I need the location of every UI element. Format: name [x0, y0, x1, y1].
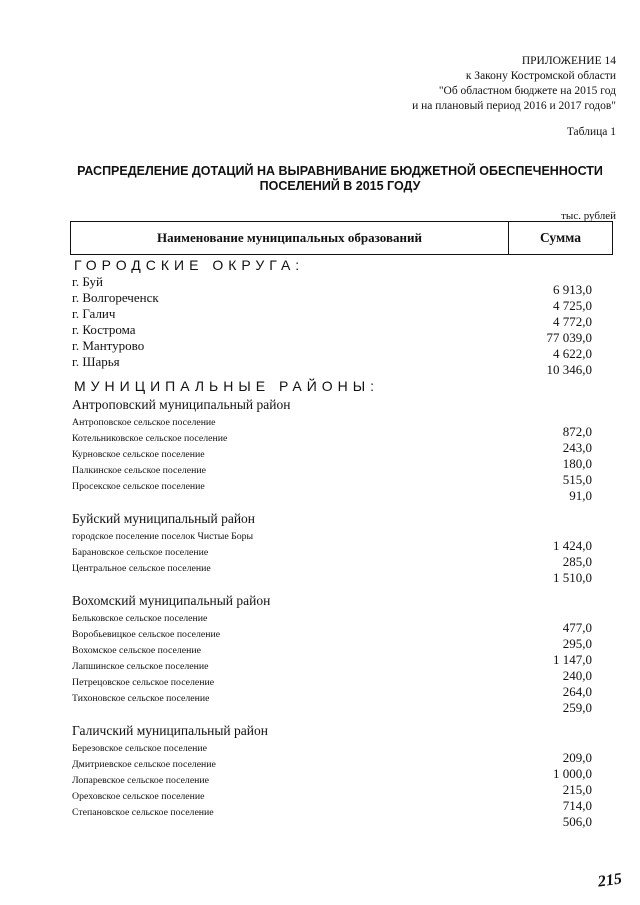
city-name: г. Мантурово [72, 338, 145, 353]
table-header [70, 221, 613, 255]
settlement-value: 215,0 [562, 782, 592, 797]
settlement-name: Бельковское сельское поселение [72, 613, 208, 624]
city-name: г. Буй [72, 274, 103, 289]
settlement-value: 264,0 [562, 684, 592, 699]
district-heading: Галичский муниципальный район [72, 723, 268, 738]
settlement-value: 515,0 [562, 472, 592, 487]
settlement-value: 240,0 [562, 668, 592, 683]
city-name: г. Волгореченск [72, 290, 159, 305]
settlement-row [72, 479, 592, 503]
city-value: 4 725,0 [553, 298, 592, 313]
settlement-name: Центральное сельское поселение [72, 563, 211, 574]
settlement-name: Лопаревское сельское поселение [72, 775, 210, 786]
settlement-name: Степановское сельское поселение [72, 807, 214, 818]
settlement-name: Вохомское сельское поселение [72, 645, 201, 656]
settlement-value: 91,0 [569, 488, 592, 503]
city-row [72, 274, 592, 297]
settlement-name: Лапшинское сельское поселение [72, 661, 209, 672]
city-value: 77 039,0 [546, 330, 592, 345]
settlement-name: Березовское сельское поселение [72, 743, 207, 754]
settlement-value: 295,0 [562, 636, 592, 651]
city-row [72, 290, 592, 313]
city-name: г. Кострома [72, 322, 136, 337]
table-body [72, 257, 592, 829]
settlement-name: городское поселение поселок Чистые Боры [72, 531, 254, 542]
settlement-value: 209,0 [562, 750, 592, 765]
settlement-name: Просекское сельское поселение [72, 481, 205, 492]
settlement-value: 1 000,0 [553, 766, 592, 781]
settlement-value: 259,0 [562, 700, 592, 715]
appendix-block [412, 54, 616, 114]
city-value: 4 622,0 [553, 346, 592, 361]
unit-label: тыс. рублей [561, 210, 616, 222]
title-line-2: ПОСЕЛЕНИЙ В 2015 ГОДУ [259, 179, 421, 193]
settlement-value: 872,0 [562, 424, 592, 439]
city-name: г. Шарья [72, 354, 120, 369]
district-heading: Буйский муниципальный район [72, 511, 256, 526]
header-name: Наименование муниципальных образований [71, 222, 509, 254]
city-value: 10 346,0 [546, 362, 592, 377]
settlement-name: Ореховское сельское поселение [72, 791, 205, 802]
city-row [72, 354, 592, 378]
city-value: 6 913,0 [553, 282, 592, 297]
header-sum: Сумма [539, 230, 582, 245]
settlement-row [72, 561, 592, 585]
city-row [72, 306, 592, 329]
appendix-period: и на плановый период 2016 и 2017 годов" [412, 100, 616, 112]
table-label: Таблица 1 [566, 126, 616, 138]
settlement-name: Дмитриевское сельское поселение [72, 759, 216, 770]
settlement-value: 1 147,0 [553, 652, 592, 667]
settlement-row [72, 691, 592, 715]
appendix-law: к Закону Костромской области [465, 70, 616, 82]
document-title [60, 164, 620, 194]
district-heading: Вохомский муниципальный район [72, 593, 271, 608]
settlement-value: 180,0 [562, 456, 592, 471]
city-name: г. Галич [72, 306, 116, 321]
settlement-value: 243,0 [562, 440, 592, 455]
title-line-1: РАСПРЕДЕЛЕНИЕ ДОТАЦИЙ НА ВЫРАВНИВАНИЕ БЮДЖЕТНОЙ ОБЕСПЕЧЕННОСТИ [77, 164, 603, 178]
settlement-value: 285,0 [562, 554, 592, 569]
appendix-title: ПРИЛОЖЕНИЕ 14 [521, 55, 616, 67]
city-row [72, 338, 592, 361]
district-heading: Антроповский муниципальный район [72, 397, 291, 412]
municipal-section-heading: МУНИЦИПАЛЬНЫЕ РАЙОНЫ: [74, 378, 380, 394]
settlement-name: Палкинское сельское поселение [72, 465, 206, 476]
city-value: 4 772,0 [553, 314, 592, 329]
city-row [72, 322, 592, 345]
settlement-name: Петрецовское сельское поселение [72, 677, 215, 688]
settlement-name: Воробьевицкое сельское поселение [72, 629, 221, 640]
settlement-value: 714,0 [562, 798, 592, 813]
settlement-name: Тихоновское сельское поселение [72, 693, 210, 704]
urban-section-heading: ГОРОДСКИЕ ОКРУГА: [74, 257, 305, 273]
settlement-value: 477,0 [562, 620, 592, 635]
settlement-name: Котельниковское сельское поселение [72, 433, 228, 444]
settlement-value: 506,0 [562, 814, 592, 829]
page-number: 215 [596, 870, 623, 891]
settlement-row [72, 805, 592, 829]
settlement-value: 1 424,0 [553, 538, 592, 553]
settlement-name: Антроповское сельское поселение [72, 417, 216, 428]
settlement-name: Курновское сельское поселение [72, 449, 205, 460]
appendix-budget: "Об областном бюджете на 2015 год [438, 85, 616, 97]
settlement-value: 1 510,0 [553, 570, 592, 585]
settlement-name: Барановское сельское поселение [72, 547, 209, 558]
